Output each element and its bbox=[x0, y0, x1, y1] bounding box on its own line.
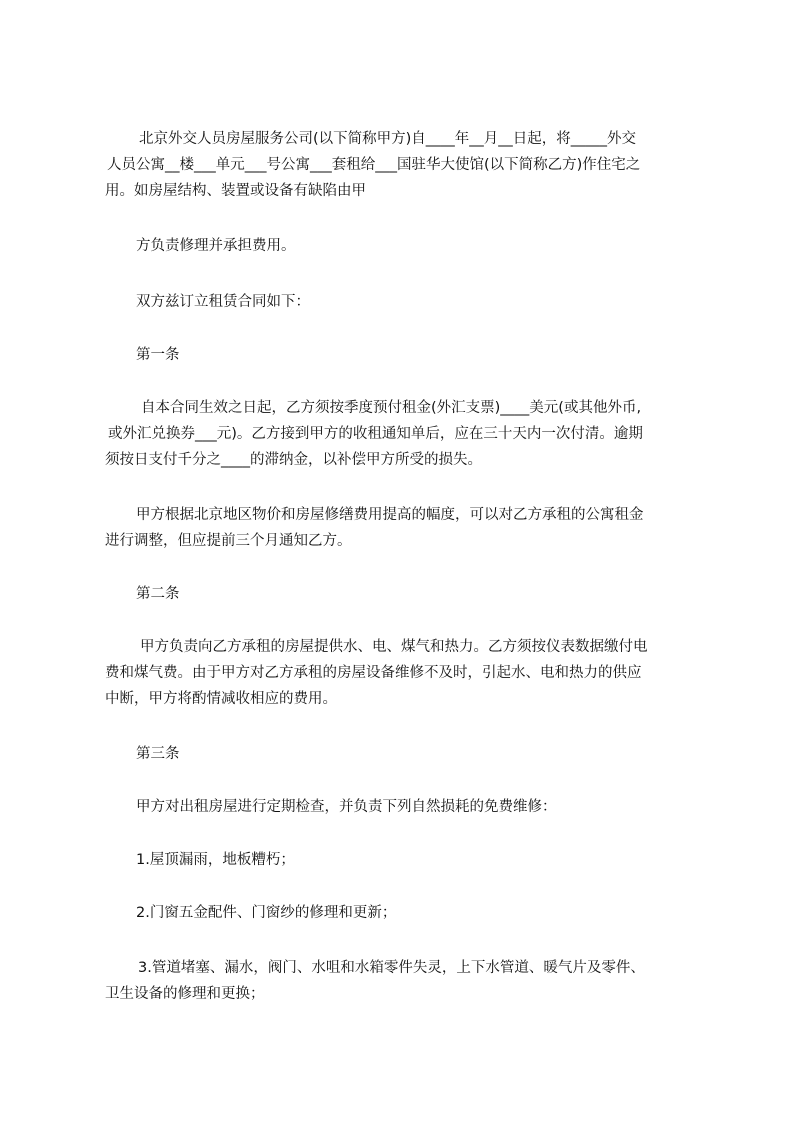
text-line: 第一条 bbox=[136, 347, 180, 363]
text-line: 3.管道堵塞、漏水，阀门、水咀和水箱零件失灵，上下水管道、暖气片及零件、 bbox=[138, 960, 645, 976]
agreement-statement bbox=[136, 289, 736, 315]
repair-item-2 bbox=[136, 900, 736, 926]
text-line: 甲方对出租房屋进行定期检查，并负责下列自然损耗的免费维修： bbox=[136, 799, 557, 815]
text-line: 1.屋顶漏雨，地板糟朽； bbox=[136, 852, 295, 868]
repair-item-3 bbox=[105, 955, 705, 1007]
text-line: 进行调整，但应提前三个月通知乙方。 bbox=[105, 533, 352, 549]
text-line: 自本合同生效之日起，乙方须按季度预付租金(外汇支票)____美元(或其他外币, bbox=[141, 400, 642, 416]
text-line: 方负责修理并承担费用。 bbox=[136, 238, 296, 254]
article-3-intro bbox=[136, 794, 736, 820]
text-line: 北京外交人员房屋服务公司(以下简称甲方)自____年__月__日起，将_____外交 bbox=[139, 131, 637, 147]
article-1-adjustment-paragraph bbox=[105, 502, 705, 554]
text-line: 甲方根据北京地区物价和房屋修缮费用提高的幅度，可以对乙方承租的公寓租金 bbox=[136, 507, 644, 523]
intro-continuation bbox=[136, 233, 736, 259]
article-2-utilities-paragraph bbox=[105, 634, 705, 712]
text-line: 中断，甲方将酌情减收相应的费用。 bbox=[105, 691, 337, 707]
text-line: 第二条 bbox=[136, 586, 180, 602]
text-line: 费和煤气费。由于甲方对乙方承租的房屋设备维修不及时，引起水、电和热力的供应 bbox=[105, 665, 642, 681]
text-line: 用。如房屋结构、装置或设备有缺陷由甲 bbox=[105, 183, 366, 199]
repair-item-1 bbox=[136, 847, 736, 873]
text-line: 第三条 bbox=[136, 746, 180, 762]
article-3-heading bbox=[136, 741, 736, 767]
article-1-rent-paragraph bbox=[105, 395, 705, 473]
text-line: 或外汇兑换券___元)。乙方接到甲方的收租通知单后，应在三十天内一次付清。逾期 bbox=[108, 426, 643, 442]
text-line: 甲方负责向乙方承租的房屋提供水、电、煤气和热力。乙方须按仪表数据缴付电 bbox=[140, 639, 648, 655]
text-line: 人员公寓__楼___单元___号公寓___套租给___国驻华大使馆(以下简称乙方)作住宅之 bbox=[107, 157, 641, 173]
text-line: 双方兹订立租赁合同如下： bbox=[136, 294, 310, 310]
article-1-heading bbox=[136, 342, 736, 368]
text-line: 卫生设备的修理和更换； bbox=[105, 986, 265, 1002]
intro-paragraph bbox=[105, 126, 705, 204]
text-line: 2.门窗五金配件、门窗纱的修理和更新； bbox=[136, 905, 397, 921]
text-line: 须按日支付千分之____的滞纳金，以补偿甲方所受的损失。 bbox=[105, 452, 482, 468]
article-2-heading bbox=[136, 581, 736, 607]
